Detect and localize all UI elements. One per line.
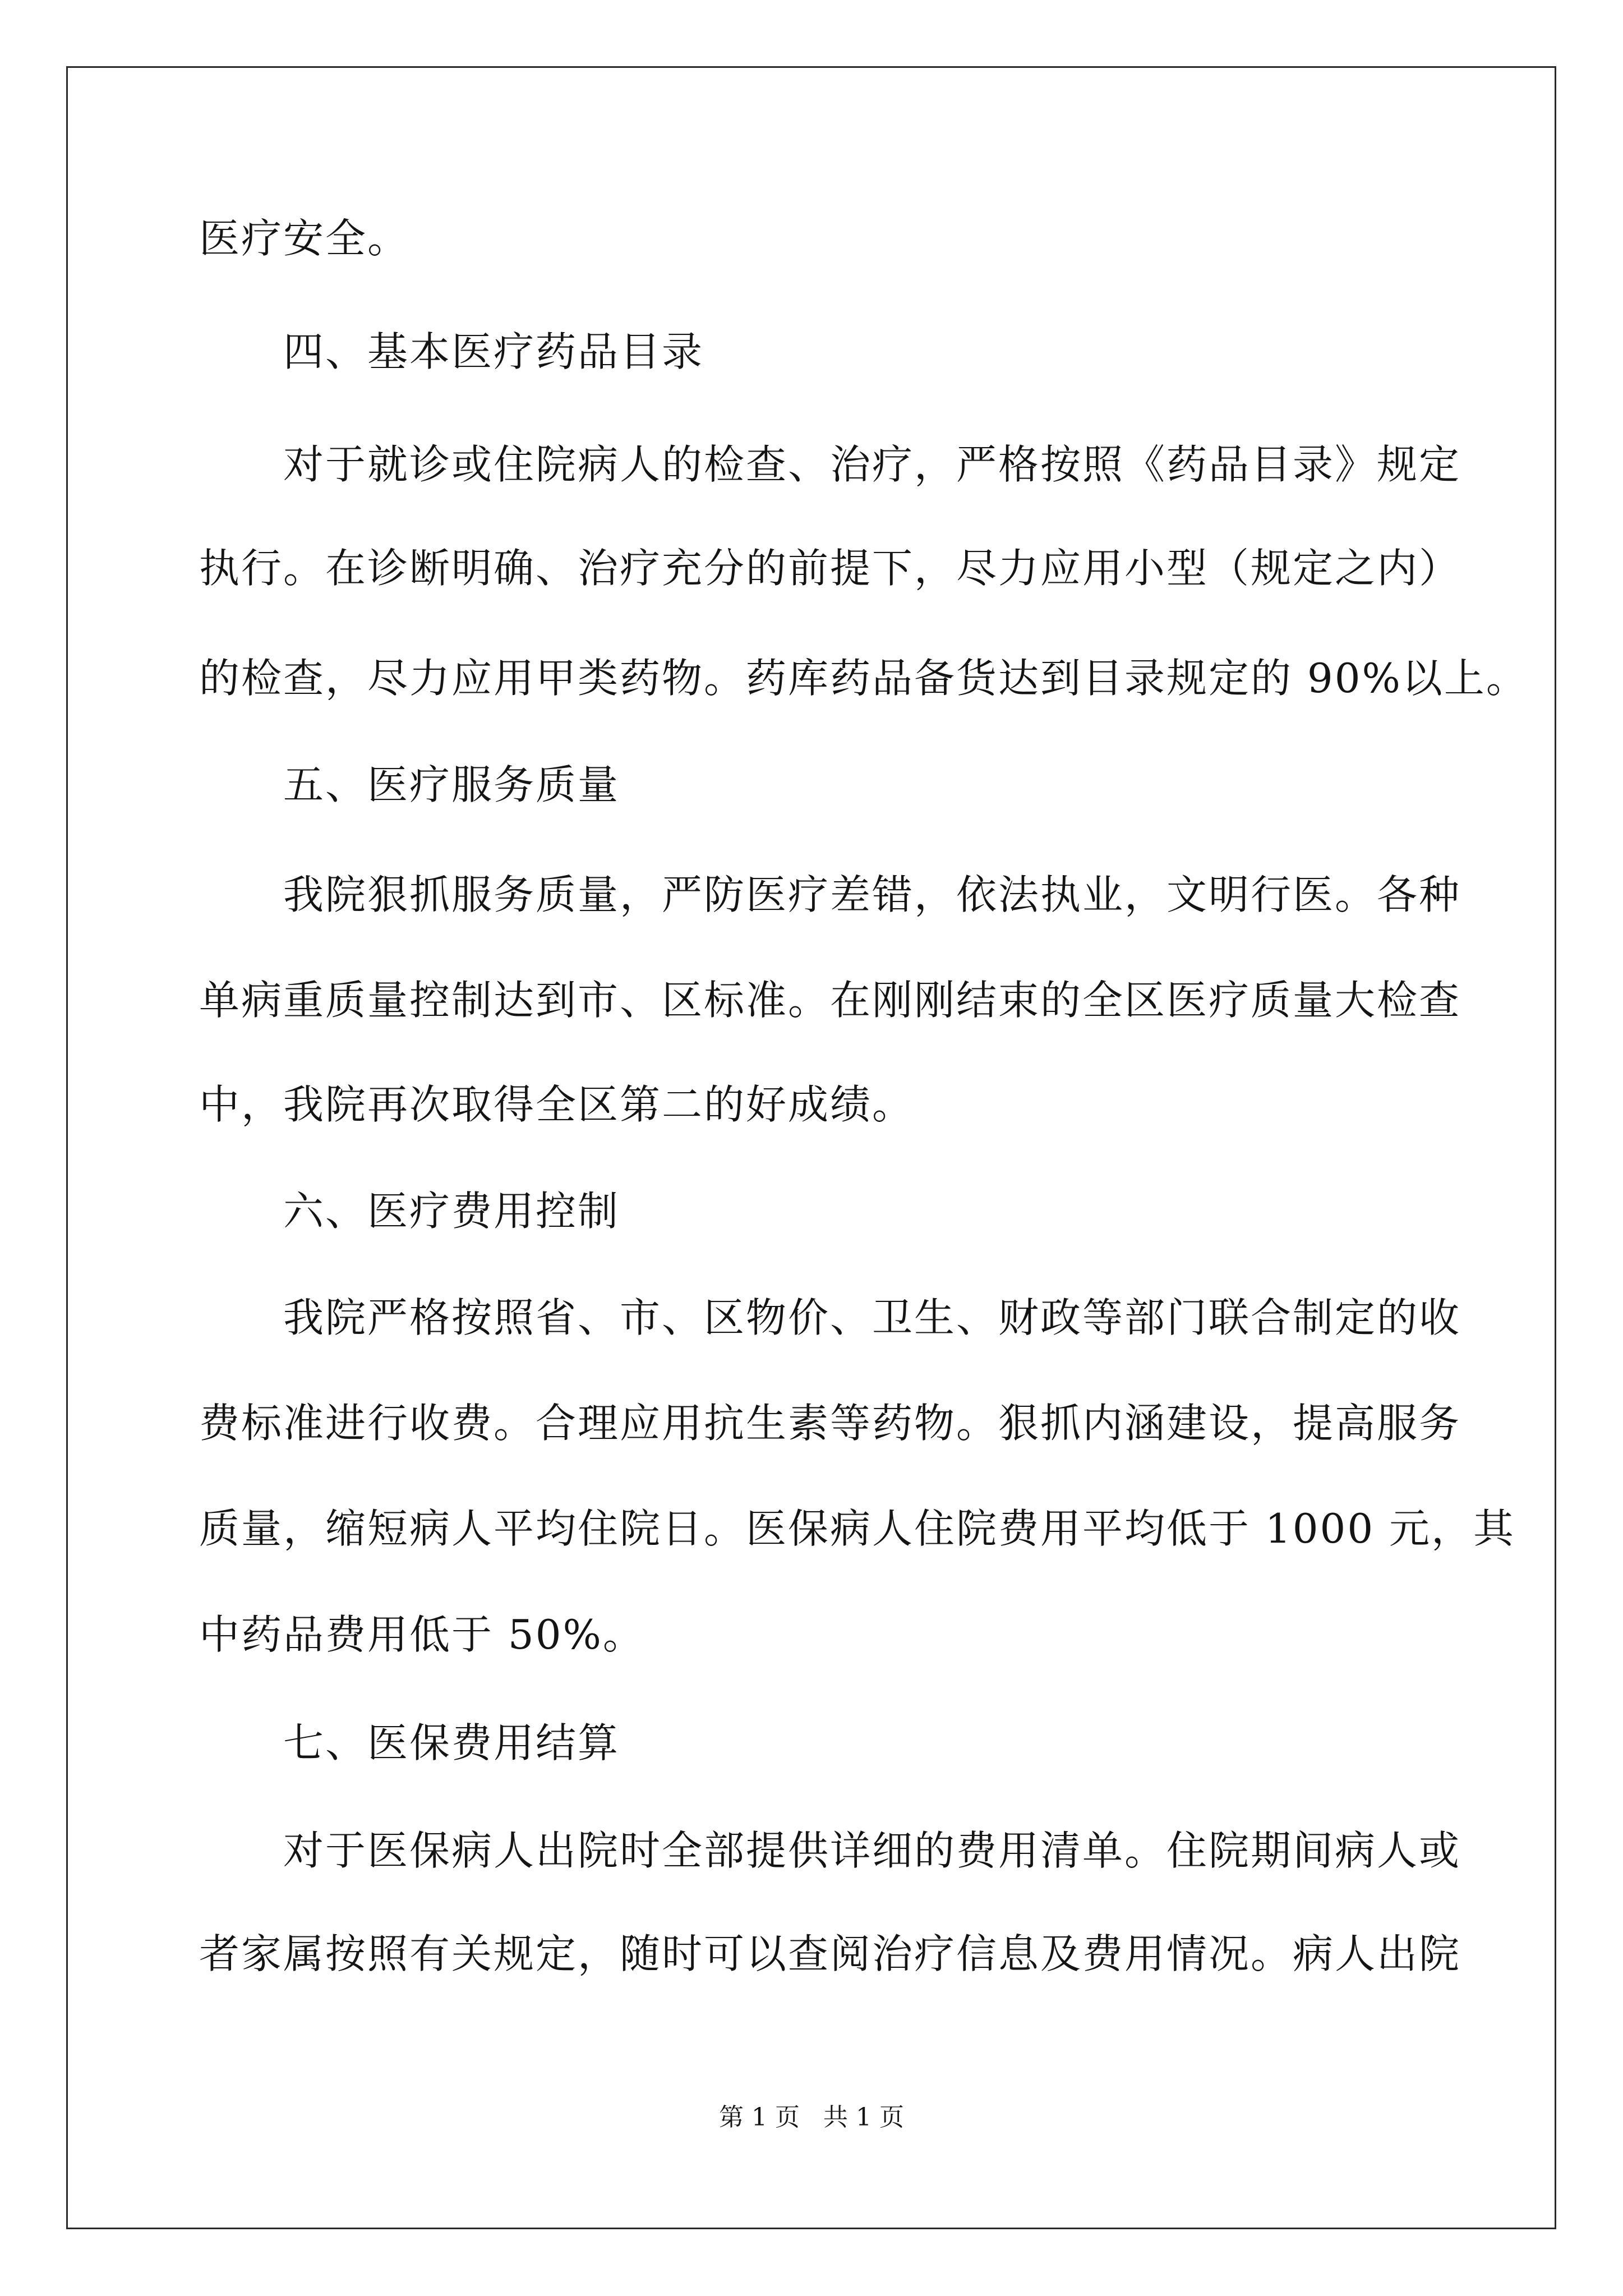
body-line-8: 单病重质量控制达到市、区标准。在刚刚结束的全区医疗质量大检查 [199,977,1461,1024]
body-line-5: 的检查，尽力应用甲类药物。药库药品备货达到目录规定的 90%以上。 [199,655,1528,702]
body-line-3: 对于就诊或住院病人的检查、治疗，严格按照《药品目录》规定 [283,441,1461,488]
body-line-9: 中，我院再次取得全区第二的好成绩。 [199,1081,915,1128]
body-line-13: 质量，缩短病人平均住院日。医保病人住院费用平均低于 1000 元，其 [199,1505,1516,1552]
page-number-footer: 第 1 页 共 1 页 [719,2103,904,2132]
section-heading-7: 七、医保费用结算 [283,1719,620,1766]
page-border [66,66,1556,2229]
body-line-7: 我院狠抓服务质量，严防医疗差错，依法执业，文明行医。各种 [283,871,1461,918]
section-heading-5: 五、医疗服务质量 [283,761,620,808]
body-line-11: 我院严格按照省、市、区物价、卫生、财政等部门联合制定的收 [283,1294,1461,1341]
section-heading-6: 六、医疗费用控制 [283,1188,620,1235]
body-line-14: 中药品费用低于 50%。 [199,1611,645,1658]
body-line-16: 对于医保病人出院时全部提供详细的费用清单。住院期间病人或 [283,1827,1461,1874]
body-line-12: 费标准进行收费。合理应用抗生素等药物。狠抓内涵建设，提高服务 [199,1400,1461,1447]
section-heading-4: 四、基本医疗药品目录 [283,328,704,375]
body-line-1: 医疗安全。 [199,215,410,262]
body-line-4: 执行。在诊断明确、治疗充分的前提下，尽力应用小型（规定之内） [199,545,1461,592]
body-line-17: 者家属按照有关规定，随时可以查阅治疗信息及费用情况。病人出院 [199,1930,1461,1977]
